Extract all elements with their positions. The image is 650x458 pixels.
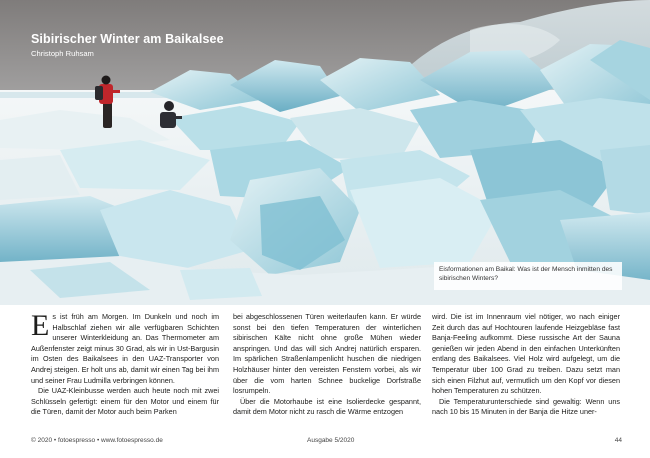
paragraph: bei abgeschlossenen Türen weiterlaufen kann. Er würde sonst bei den tiefen Temperaturen der winterlichen sibirischen Kälte nicht ohne große Mühen wieder anspringen. Und das will sich Andrej natürlich ersparen. Im spärlichen Straßenlampenlicht huschen die niedrigen Holzhäuser hinter den vereisten Fenstern vorbei, als wir über die vom harten Schnee buckelige Dorfstraße losrumpeln. <box>233 312 421 396</box>
article-author: Christoph Ruhsam <box>31 49 94 58</box>
paragraph: Über die Motorhaube ist eine Isolierdecke gespannt, damit dem Motor nicht zu rasch die Wärme entzogen <box>233 396 421 417</box>
footer-issue: Ausgabe 5/2020 <box>307 437 355 444</box>
drop-cap: E <box>31 309 50 342</box>
article-header <box>31 32 224 58</box>
paragraph: Die Temperaturunterschiede sind gewaltig: Wenn uns nach 10 bis 15 Minuten in der Banja die Hitze uner- <box>432 396 620 417</box>
paragraph: wird. Die ist im Innenraum viel nötiger, wo nach einiger Zeit durch das auf Hochtouren laufende Heizgebläse fast Banja-Feeling aufkommt. Diese russische Art der Sauna genießen wir jeden Abend in den einfachen Unterkünften entlang des Baikalsees. Viel Holz wird aufgelegt, um die Temperatur über 100 Grad zu treiben. Dazu setzt man sich einen Filzhut auf, vermutlich um den Kopf vor diesen hohen Temperaturen zu schützen. <box>432 312 620 396</box>
page-number: 44 <box>614 437 622 444</box>
text-column-1 <box>31 309 219 418</box>
text-column-2 <box>233 312 421 418</box>
paragraph: Die UAZ-Kleinbusse werden auch heute noch mit zwei Schlüsseln gefertigt: einem für den Motor und einem für die Türen, damit der Motor auch beim Parken <box>31 386 219 417</box>
article-title: Sibirischer Winter am Baikalsee <box>31 32 224 46</box>
paragraph: Es ist früh am Morgen. Im Dunkeln und noch im Halbschlaf ziehen wir alle verfügbaren Schichten unserer Winterkleidung an. Das Thermometer am Außenfenster zeigt minus 30 Grad, als wir in Ust-Bargusin im Osten des Baikalsees in den UAZ-Transporter von Andrej steigen. Er holt uns ab, damit wir einen Tag bei ihm und seiner Frau Ludmilla verbringen können. <box>31 309 219 385</box>
photo-caption-box <box>434 262 622 290</box>
text-column-3 <box>432 312 620 418</box>
page-footer <box>31 437 622 447</box>
photo-caption: Eisformationen am Baikal: Was ist der Mensch inmitten des sibirischen Winters? <box>439 266 613 282</box>
footer-copyright: © 2020 • fotoespresso • www.fotoespresso.de <box>31 437 163 444</box>
